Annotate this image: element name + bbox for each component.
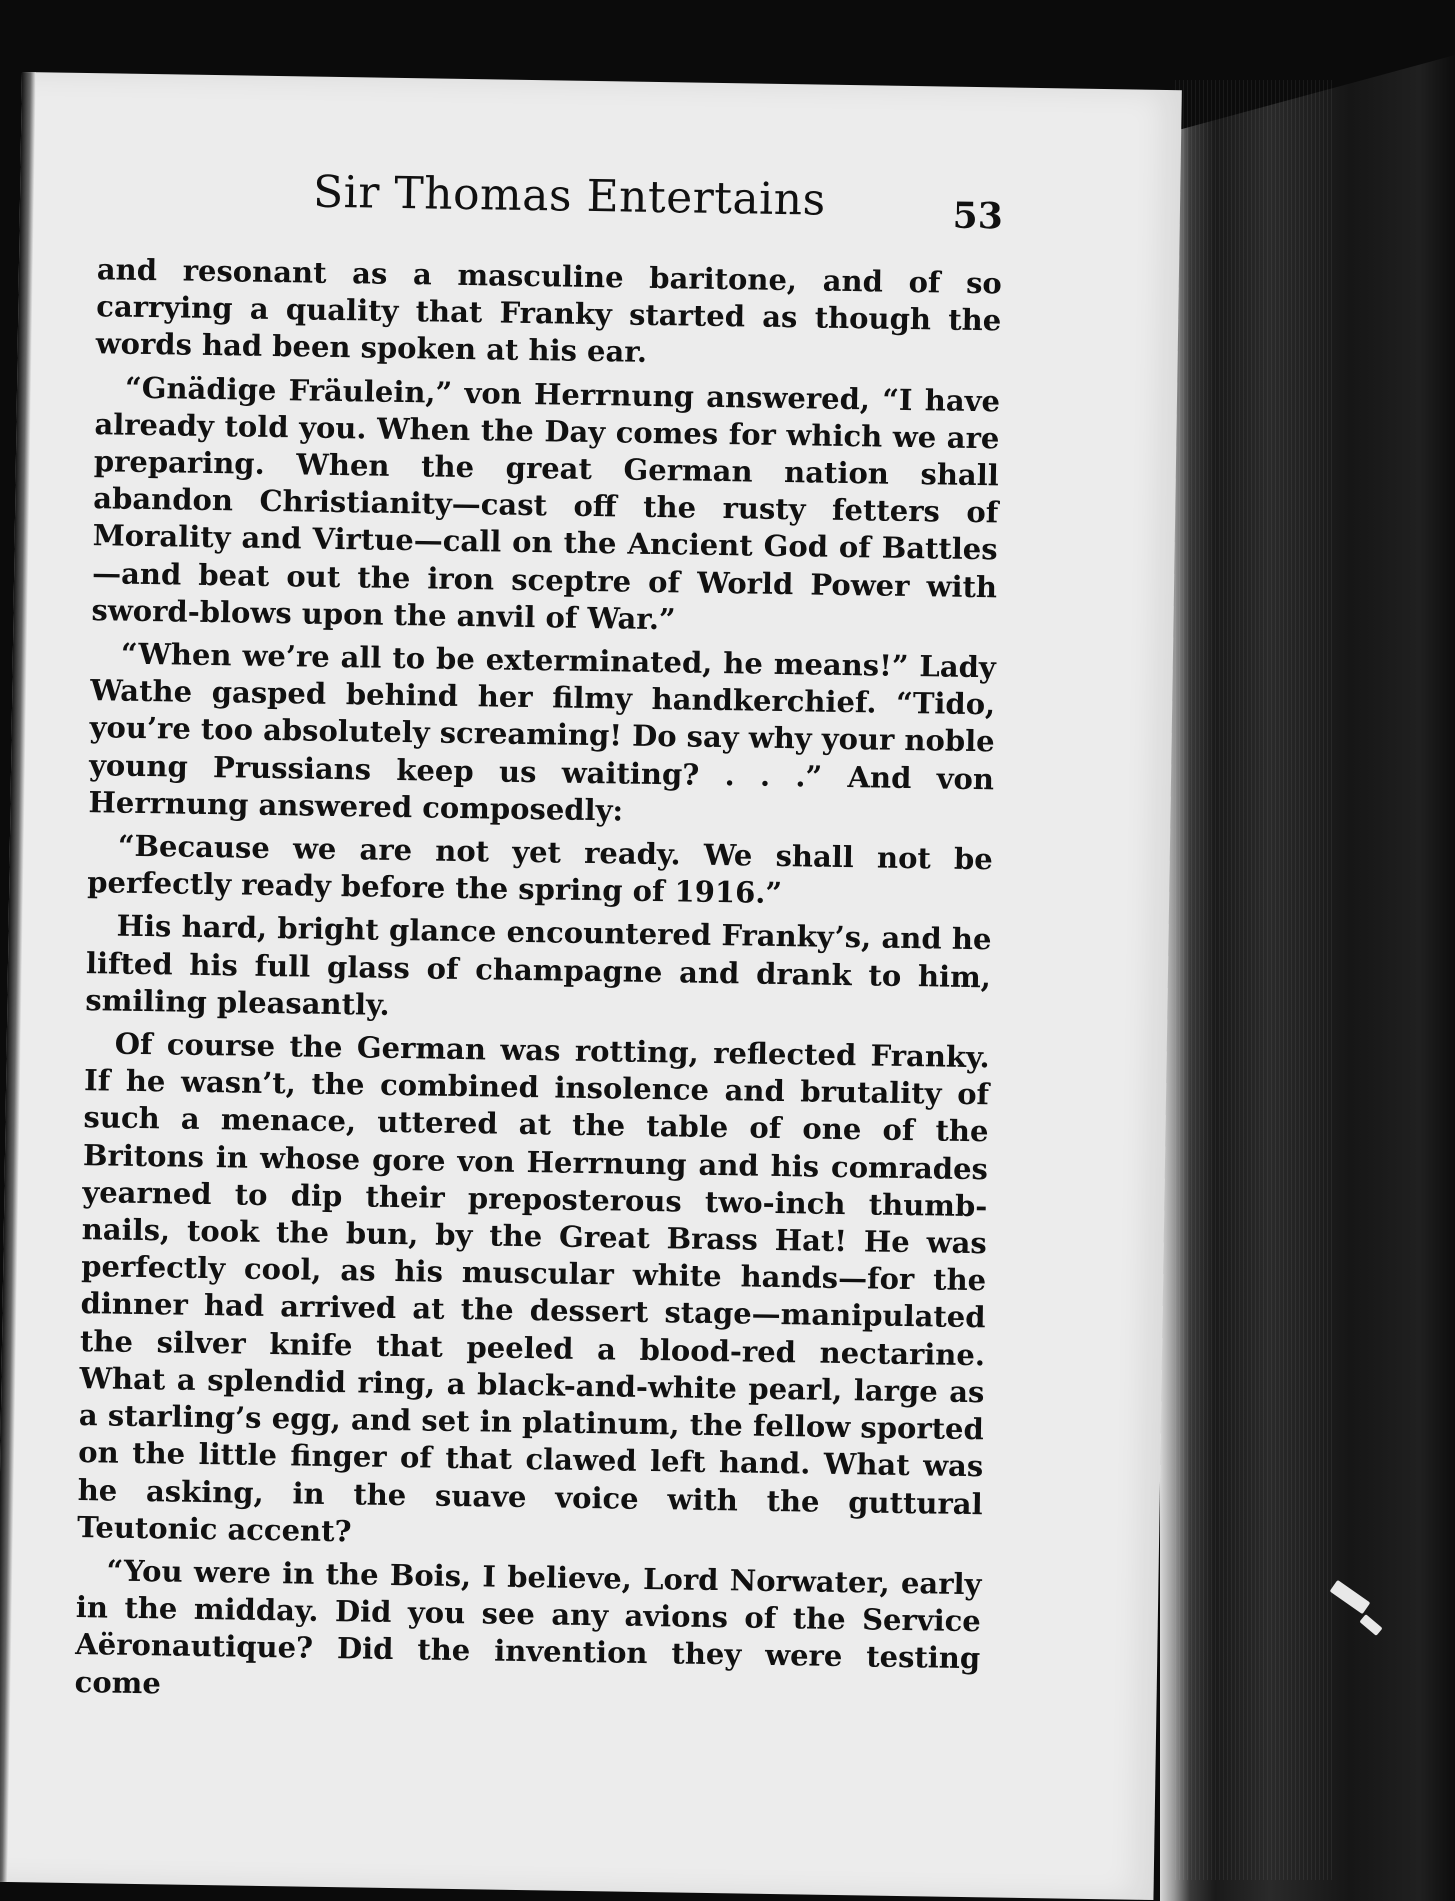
paragraph: His hard, bright glance encountered Franky’s, and he lifted his full glass of champagne and drank to him, smiling pleasantly.: [85, 909, 992, 1022]
paragraph: “Gnädige Fräulein,” von Herrnung answered, “I have already told you. When the Day comes for which we are preparing. When the great German nation shall abandon Christianity—cast off the rusty fetters of Morality and Virtue—call on the Ancient God of Battles—and beat out the iron sceptre of World Power with sword-blows upon the anvil of War.”: [91, 370, 1001, 637]
paragraph: Of course the German was rotting, reflected Franky. If he wasn’t, the combined insolence and brutality of such a menace, uttered at the table of one of the Britons in whose gore von Herrnung and his comrades yearned to dip their preposterous two-inch thumb-nails, took the bun, by the Great Brass Hat! He was perfectly cool, as his muscular white hands—for the dinner had arrived at the dessert stage—manipulated the silver knife that peeled a blood-red nectarine. What a splendid ring, a black-and-white pearl, large as a starling’s egg, and set in platinum, the fellow sported on the little finger of that clawed left hand. What was he asking, in the suave voice with the guttural Teutonic accent?: [76, 1026, 990, 1549]
paragraph: “When we’re all to be exterminated, he means!” Lady Wathe gasped behind her filmy handkerchief. “Tido, you’re too absolutely screaming! Do say why your noble young Prussians keep us waiting? . . .” And von Herrnung answered composedly:: [88, 636, 997, 828]
running-head: Sir Thomas Entertains: [312, 166, 827, 226]
page-header: [97, 163, 1003, 247]
paragraph: “You were in the Bois, I believe, Lord Norwater, early in the midday. Did you see any avions of the Service Aëronautique? Did the invention they were testing come: [74, 1553, 982, 1700]
paragraph: “Because we are not yet ready. We shall not be perfectly ready before the spring of 1916.”: [87, 828, 994, 911]
page-edges-texture: [1175, 80, 1335, 1880]
page-body: [74, 251, 1002, 1721]
page-number: 53: [952, 194, 1004, 238]
page-binding-shadow: [0, 72, 36, 1882]
paragraph: and resonant as a masculine baritone, and of so carrying a quality that Franky started as though the words had been spoken at his ear.: [95, 252, 1003, 370]
book-page: [0, 72, 1182, 1900]
